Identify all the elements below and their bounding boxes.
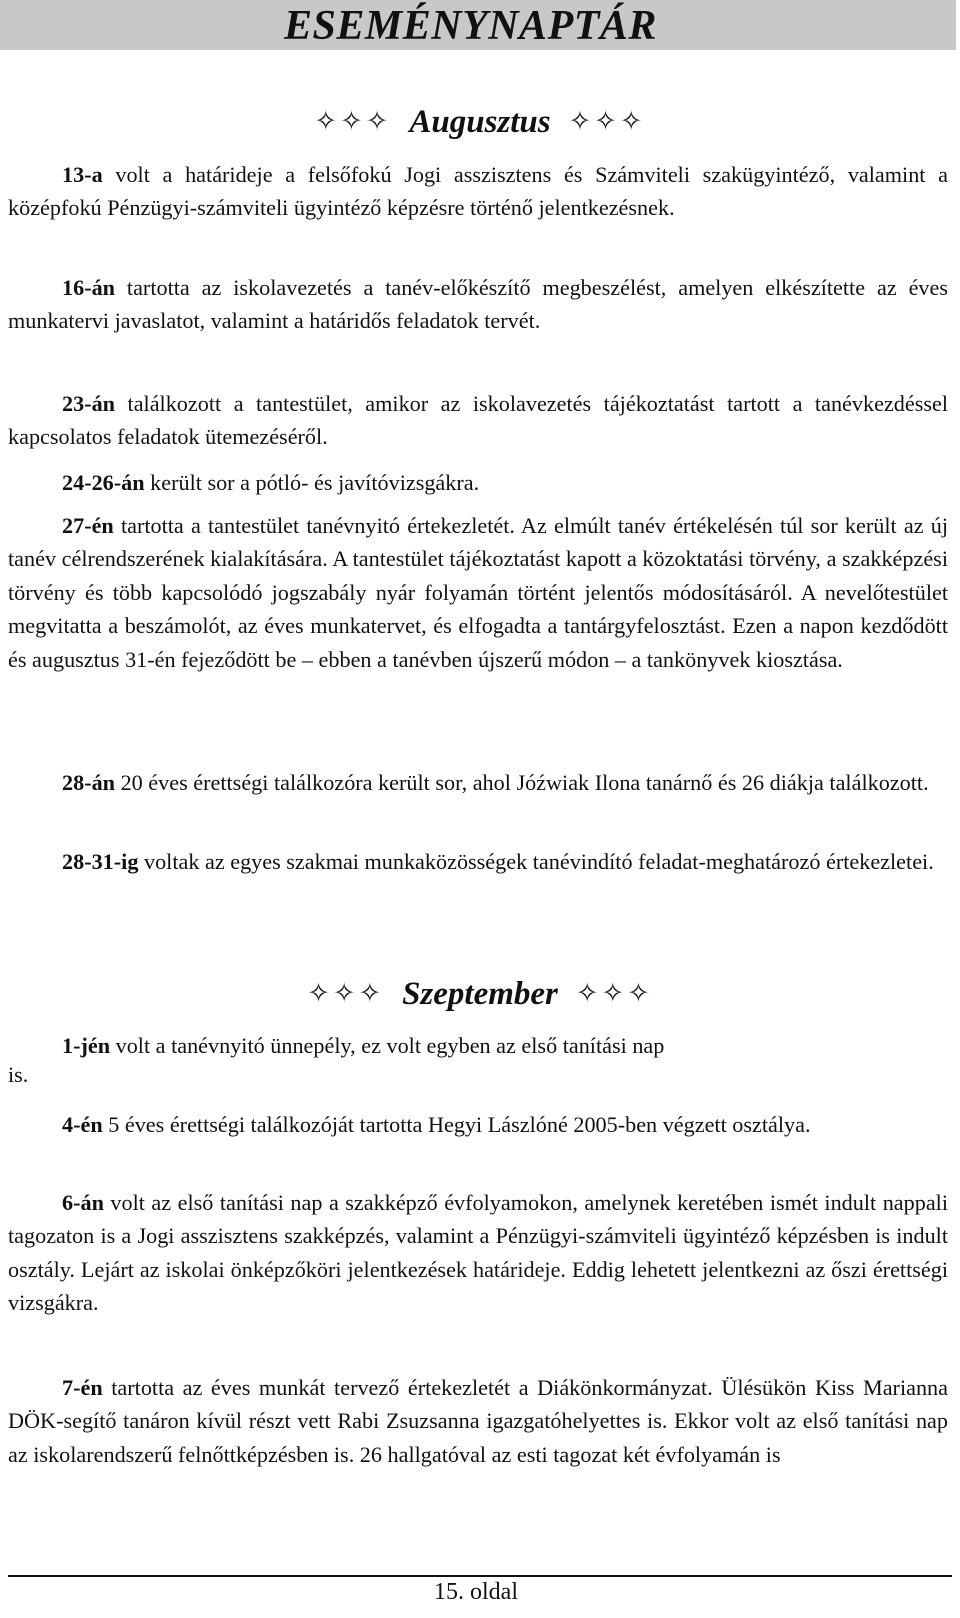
entry-text: tartotta a tantestület tanévnyitó értekezletét. Az elmúlt tanév értékelésén túl sor került az új tanév célrendszerének kialakítására. A tantestület tájékoztatást kapott a közoktatási törvény, a szakképzési törvény és több kapcsolódó jogszabály nyár folyamán történt jelentős módosításáról. A nevelőtestület megvitatta a beszámolót, az éves munkatervet, és elfogadta a tantárgyfelosztást. Ezen a napon kezdődött és augusztus 31-én fejeződött be – ebben a tanévben újszerű módon – a tankönyvek kiosztása. [8, 513, 948, 672]
entry-aug-24-26 [8, 466, 948, 499]
entry-date: 28-31-ig [62, 849, 139, 874]
month-heading-szeptember: ✧✧✧ Szeptember ✧✧✧ [307, 976, 653, 1012]
star-ornament-icon: ✧✧✧ [307, 978, 385, 1008]
entry-date: 13-a [62, 162, 103, 187]
entry-sep-1 [8, 1029, 948, 1062]
entry-text: volt a tanévnyitó ünnepély, ez volt egyben az első tanítási nap [110, 1033, 665, 1058]
entry-date: 4-én [62, 1112, 103, 1137]
entry-date: 28-án [62, 770, 116, 795]
entry-text: tartotta az iskolavezetés a tanév-előkészítő megbeszélést, amelyen elkészítette az éves munkatervi javaslatot, valamint a határidős feladatok tervét. [8, 275, 948, 334]
page-title: ESEMÉNYNAPTÁR [284, 3, 657, 49]
entry-date: 16-án [62, 275, 116, 300]
entry-date: 23-án [62, 391, 116, 416]
page-number: 15. oldal [434, 1579, 518, 1605]
entry-sep-7 [8, 1371, 948, 1471]
entry-text: voltak az egyes szakmai munkaközösségek tanévindító feladat-meghatározó értekezletei. [138, 849, 934, 874]
entry-text: került sor a pótló- és javítóvizsgákra. [144, 470, 480, 495]
entry-continuation: is. [8, 1062, 29, 1087]
star-ornament-icon: ✧✧✧ [575, 978, 653, 1008]
footer-divider [8, 1575, 952, 1577]
entry-aug-16 [8, 271, 948, 338]
entry-aug-13 [8, 158, 948, 225]
entry-sep-4 [8, 1108, 948, 1141]
entry-aug-27 [8, 509, 948, 676]
entry-text: volt a határideje a felsőfokú Jogi asszisztens és Számviteli szakügyintéző, valamint a középfokú Pénzügyi-számviteli ügyintéző képzésre történő jelentkezésnek. [8, 162, 948, 221]
entry-date: 27-én [62, 513, 114, 538]
star-ornament-icon: ✧✧✧ [314, 106, 392, 136]
month-heading-augusztus: ✧✧✧ Augusztus ✧✧✧ [314, 104, 646, 140]
entry-sep-6 [8, 1186, 948, 1320]
entry-text: tartotta az éves munkát tervező értekezletét a Diákönkormányzat. Ülésükön Kiss Marianna DÖK-segítő tanáron kívül részt vett Rabi Zsuzsanna igazgatóhelyettes is. Ekkor volt az első tanítási nap az iskolarendszerű felnőttképzésben is. 26 hallgatóval az esti tagozat két évfolyamán is [8, 1375, 948, 1467]
entry-text: 5 éves érettségi találkozóját tartotta Hegyi Lászlóné 2005-ben végzett osztálya. [102, 1112, 811, 1137]
entry-date: 7-én [62, 1375, 103, 1400]
entry-text: volt az első tanítási nap a szakképző évfolyamokon, amelynek keretében ismét indult nappali tagozaton is a Jogi asszisztens szakképzés, valamint a Pénzügyi-számviteli ügyintéző képzésben is indult osztály. Lejárt az iskolai önképzőköri jelentkezések határideje. Eddig lehetett jelentkezni az őszi érettségi vizsgákra. [8, 1190, 948, 1316]
entry-date: 6-án [62, 1190, 104, 1215]
entry-aug-23 [8, 387, 948, 454]
entry-aug-28-31 [8, 845, 948, 878]
star-ornament-icon: ✧✧✧ [568, 106, 646, 136]
entry-date: 1-jén [62, 1033, 111, 1058]
entry-text: 20 éves érettségi találkozóra került sor, ahol Jóźwiak Ilona tanárnő és 26 diákja találkozott. [115, 770, 929, 795]
entry-date: 24-26-án [62, 470, 145, 495]
entry-text: találkozott a tantestület, amikor az iskolavezetés tájékoztatást tartott a tanévkezdéssel kapcsolatos feladatok ütemezéséről. [8, 391, 948, 450]
entry-aug-28 [8, 766, 948, 799]
